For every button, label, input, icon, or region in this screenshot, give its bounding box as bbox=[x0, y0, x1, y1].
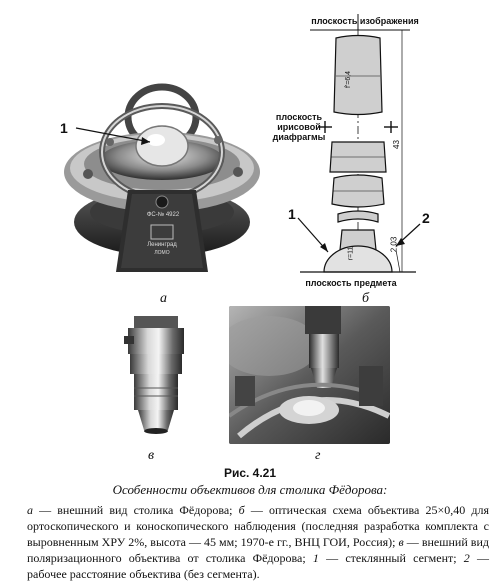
desc-key-2: 2 bbox=[463, 551, 470, 565]
desc-key-1: 1 bbox=[312, 551, 319, 565]
dimension-focal: f'=6,4 bbox=[345, 70, 353, 89]
desc-key-c: в bbox=[398, 535, 404, 549]
object-plane-label: плоскость предмета bbox=[305, 278, 397, 288]
objective-on-stage-illustration bbox=[229, 306, 390, 444]
diagram-pointer-1: 1 bbox=[288, 206, 296, 222]
desc-text-c: — внешний вид поляризационного объектива от столика Фёдорова; bbox=[27, 535, 489, 565]
photo-objective-on-stage bbox=[229, 306, 390, 444]
image-plane-label: плоскость изображения bbox=[311, 16, 419, 26]
dimension-43: 43 bbox=[391, 140, 401, 149]
desc-key-b: б bbox=[238, 503, 245, 517]
panel-a-pointer-label: 1 bbox=[60, 120, 68, 136]
plate-serial-text: ФС-№ 4922 bbox=[146, 212, 180, 218]
diagram-pointer-2: 2 bbox=[422, 210, 430, 226]
panel-d-label: г bbox=[315, 448, 321, 463]
panel-a-label: а bbox=[160, 291, 167, 306]
figure-subtitle: Особенности объективов для столика Фёдорова: bbox=[112, 482, 388, 497]
figure-title: Рис. 4.21 bbox=[223, 466, 277, 480]
panel-b-label: б bbox=[362, 291, 370, 306]
desc-text-b: — оптическая схема объектива 25×0,40 для ортоскопического и коноскопического наблюдения (последняя разработка комплекта с выровненным ХРУ 2%, высота — 45 мм; 1970-е гг., ВНЦ ГОИ, Россия); bbox=[27, 503, 489, 549]
iris-plane-label: плоскость ирисовой диафрагмы bbox=[272, 112, 326, 142]
plate-maker-sub-text: ЛОМО bbox=[154, 250, 170, 256]
desc-text-a: — внешний вид столика Фёдорова; bbox=[33, 503, 239, 517]
optical-scheme-diagram bbox=[270, 0, 500, 300]
panel-c-label: в bbox=[148, 448, 155, 463]
desc-key-a: а bbox=[27, 503, 33, 517]
figure-description bbox=[27, 502, 489, 582]
polarizing-objective-illustration bbox=[116, 310, 196, 442]
dimension-203: 2,03 bbox=[389, 236, 399, 253]
desc-text-1: — стеклянный сегмент; bbox=[318, 551, 464, 565]
dimension-radius: r=11 bbox=[347, 246, 355, 261]
plate-maker-text: Ленинград bbox=[147, 242, 177, 248]
photo-polarizing-objective bbox=[116, 310, 196, 442]
desc-text-2: — рабочее расстояние объектива (без сегмента). bbox=[27, 551, 490, 581]
